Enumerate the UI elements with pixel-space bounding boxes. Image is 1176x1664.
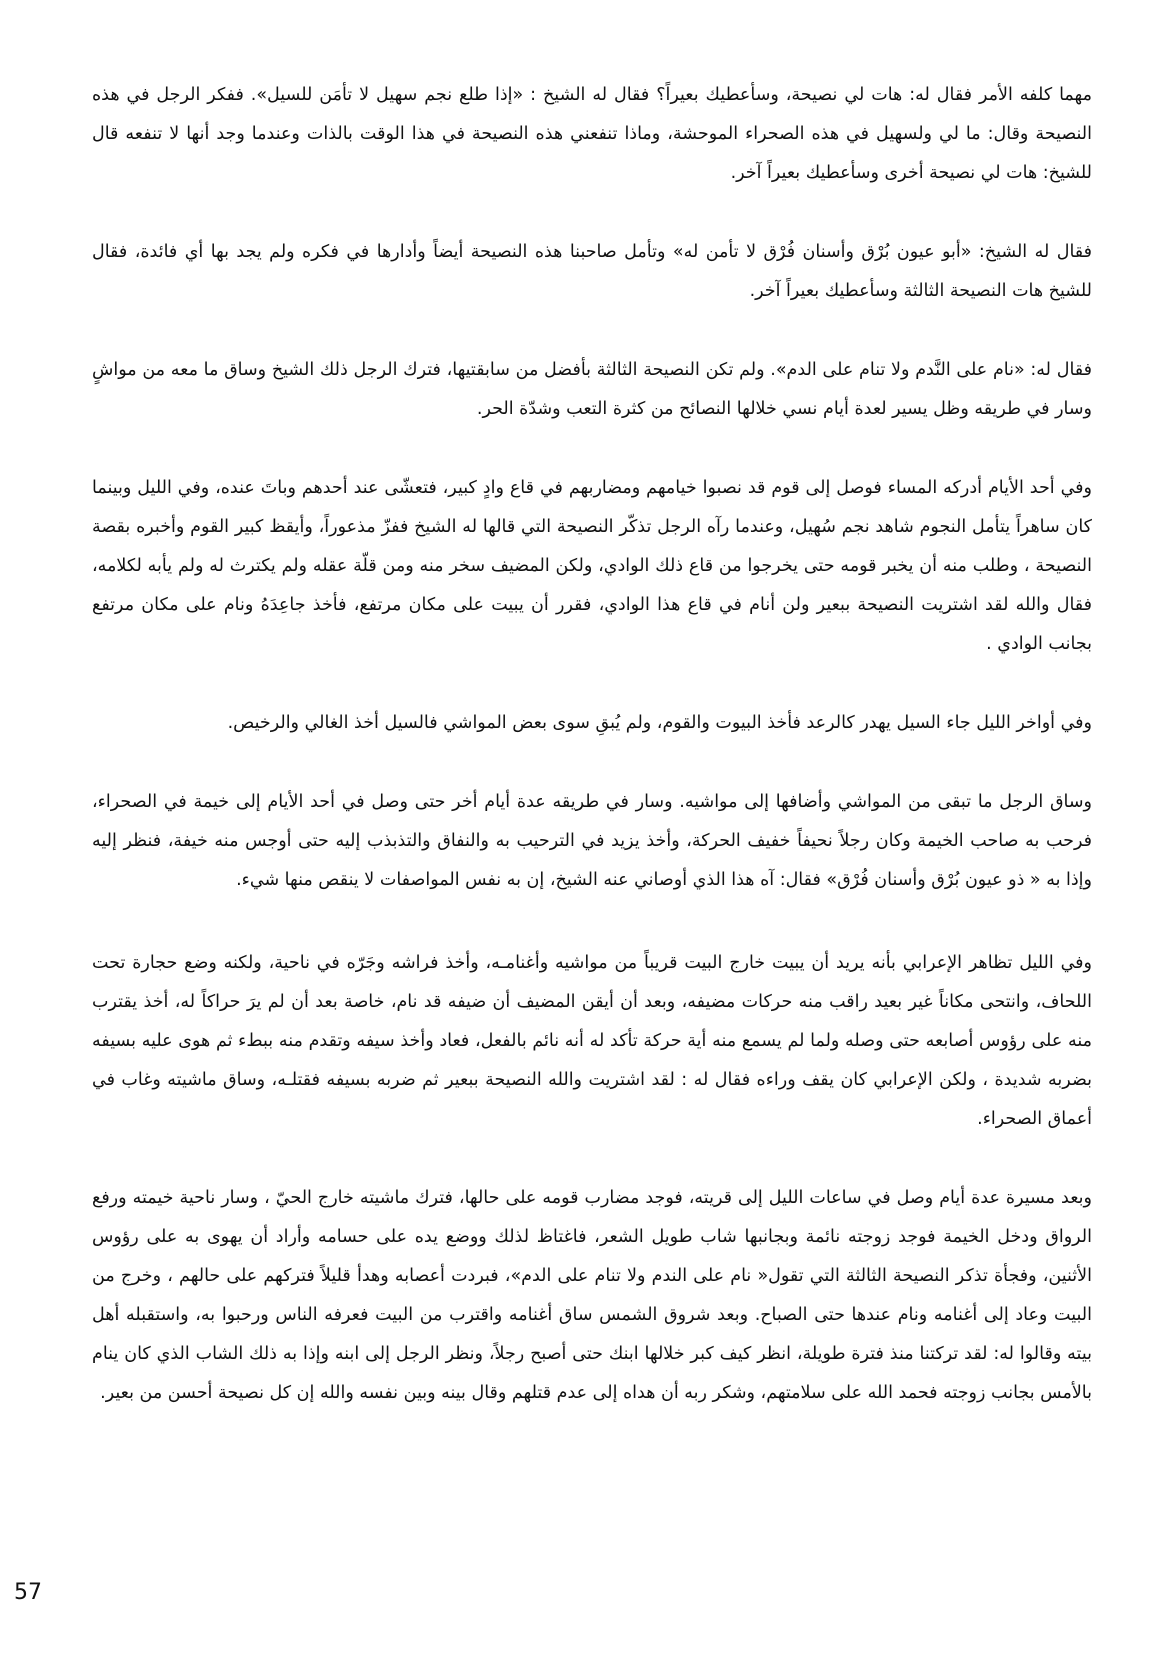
paragraph: فقال له الشيخ: «أبو عيون بُرْق وأسنان فُرْق لا تأمن له» وتأمل صاحبنا هذه النصيحة أيضاً وأدارها في فكره ولم يجد بها أي فائدة، فقال للشيخ هات النصيحة الثالثة وسأعطيك بعيراً آخر. — [92, 242, 1092, 301]
page-number: 57 — [14, 1580, 42, 1605]
paragraph: وفي أحد الأيام أدركه المساء فوصل إلى قوم قد نصبوا خيامهم ومضاربهم في قاع وادٍ كبير، فتعشّى عند أحدهم وباتَ عنده، وفي الليل وبينما كان ساهراً يتأمل النجوم شاهد نجم سُهيل، وعندما رآه الرجل تذكّر النصيحة التي قالها له الشيخ ففزّ مذعوراً، وأيقظ كبير القوم وأخبره بقصة النصيحة ، وطلب منه أن يخبر قومه حتى يخرجوا من قاع ذلك الوادي، ولكن المضيف سخر منه ومن قلّة عقله ولم يكترث له ولم يأبه لكلامه، فقال والله لقد اشتريت النصيحة ببعير ولن أنام في قاع هذا الوادي، فقرر أن يبيت على مكان مرتفع، فأخذ جاعِدَهُ ونام على مكان مرتفع بجانب الوادي . — [92, 478, 1092, 654]
paragraph: وساق الرجل ما تبقى من المواشي وأضافها إلى مواشيه. وسار في طريقه عدة أيام أخر حتى وصل في أحد الأيام إلى خيمة في الصحراء، فرحب به صاحب الخيمة وكان رجلاً نحيفاً خفيف الحركة، وأخذ يزيد في الترحيب به والنفاق والتذبذب إليه حتى أوجس منه خيفة، فنظر إليه وإذا به « ذو عيون بُرْق وأسنان فُرْق» فقال: آه هذا الذي أوصاني عنه الشيخ، إن به نفس المواصفات لا ينقص منها شيء. — [92, 792, 1092, 890]
paragraph: وفي الليل تظاهر الإعرابي بأنه يريد أن يبيت خارج البيت قريباً من مواشيه وأغنامـه، وأخذ فراشه وجَرّه في ناحية، ولكنه وضع حجارة تحت اللحاف، وانتحى مكاناً غير بعيد راقب منه حركات مضيفه، وبعد أن أيقن المضيف أن ضيفه قد نام، خاصة بعد أن لم يرَ حراكاً له، أخذ يقترب منه على رؤوس أصابعه حتى وصله ولما لم يسمع منه أية حركة تأكد له أنه نائم بالفعل، فعاد وأخذ سيفه وتقدم منه ببطء ثم هوى عليه بسيفه بضربه شديدة ، ولكن الإعرابي كان يقف وراءه فقال له : لقد اشتريت والله النصيحة ببعير ثم ضربه بسيفه فقتلـه، وساق ماشيته وغاب في أعماق الصحراء. — [92, 953, 1092, 1129]
page-body — [92, 76, 1092, 1453]
paragraph: وفي أواخر الليل جاء السيل يهدر كالرعد فأخذ البيوت والقوم، ولم يُبقِ سوى بعض المواشي فالسيل أخذ الغالي والرخيص. — [227, 713, 1092, 733]
paragraph: فقال له: «نام على النَّدم ولا تنام على الدم». ولم تكن النصيحة الثالثة بأفضل من سابقتيها، فترك الرجل ذلك الشيخ وساق ما معه من مواشٍ وسار في طريقه وظل يسير لعدة أيام نسي خلالها النصائح من كثرة التعب وشدّة الحر. — [92, 360, 1092, 419]
paragraph: مهما كلفه الأمر فقال له: هات لي نصيحة، وسأعطيك بعيراً؟ فقال له الشيخ : «إذا طلع نجم سهيل لا تأمَن للسيل». ففكر الرجل في هذه النصيحة وقال: ما لي ولسهيل في هذه الصحراء الموحشة، وماذا تنفعني هذه النصيحة في هذا الوقت بالذات وعندما وجد أنها لا تنفعه قال للشيخ: هات لي نصيحة أخرى وسأعطيك بعيراً آخر. — [92, 85, 1092, 183]
paragraph: وبعد مسيرة عدة أيام وصل في ساعات الليل إلى قريته، فوجد مضارب قومه على حالها، فترك ماشيته خارج الحيّ ، وسار ناحية خيمته ورفع الرواق ودخل الخيمة فوجد زوجته نائمة وبجانبها شاب طويل الشعر، فاغتاظ لذلك ووضع يده على حسامه وأراد أن يهوى به على رؤوس الأثنين، وفجأة تذكر النصيحة الثالثة التي تقول« نام على الندم ولا تنام على الدم»، فبردت أعصابه وهدأ قليلاً فتركهم على حالهم ، وخرج من البيت وعاد إلى أغنامه ونام عندها حتى الصباح. وبعد شروق الشمس ساق أغنامه واقترب من البيت فعرفه الناس ورحبوا به، واستقبله أهل بيته وقالوا له: لقد تركتنا منذ فترة طويلة، انظر كيف كبر خلالها ابنك حتى أصبح رجلاً، ونظر الرجل إلى ابنه وإذا به ذلك الشاب الذي كان ينام بالأمس بجانب زوجته فحمد الله على سلامتهم، وشكر ربه أن هداه إلى عدم قتلهم وقال بينه وبين نفسه والله إن كل نصيحة أحسن من بعير. — [92, 1188, 1092, 1403]
